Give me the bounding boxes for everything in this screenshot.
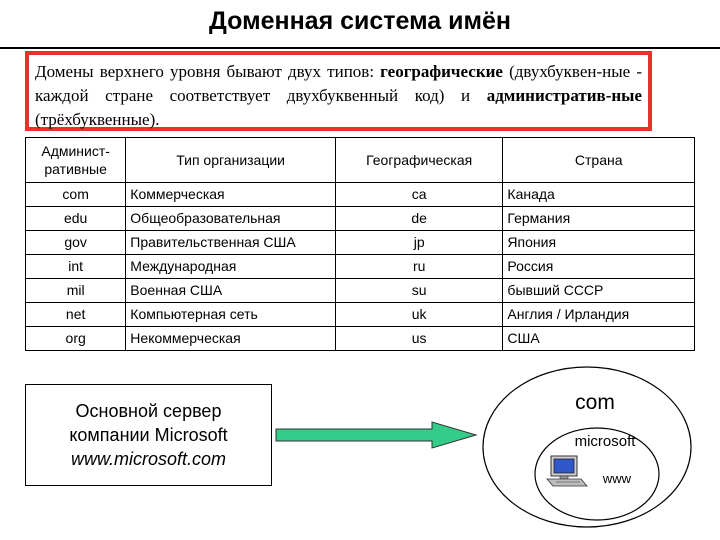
cell-type: Компьютерная сеть xyxy=(126,303,336,327)
intro-text-box xyxy=(25,51,652,131)
header-country: Страна xyxy=(503,138,695,183)
com-label: com xyxy=(575,391,615,414)
cell-geo: us xyxy=(335,327,503,351)
cell-geo: ru xyxy=(335,255,503,279)
cell-country: Япония xyxy=(503,231,695,255)
table-row xyxy=(26,207,695,231)
cell-admin: int xyxy=(26,255,126,279)
cell-admin: com xyxy=(26,183,126,207)
cell-country: США xyxy=(503,327,695,351)
header-admin: Админист-ративные xyxy=(26,138,126,183)
computer-icon xyxy=(543,455,589,489)
table-row xyxy=(26,183,695,207)
cell-type: Военная США xyxy=(126,279,336,303)
cell-type: Некоммерческая xyxy=(126,327,336,351)
cell-admin: mil xyxy=(26,279,126,303)
table-row xyxy=(26,231,695,255)
title-divider xyxy=(0,47,720,49)
intro-text-2: (двухбуквен-ные - каждой стране соответствует двухбуквенный код) и xyxy=(35,62,642,105)
cell-admin: org xyxy=(26,327,126,351)
cell-country: Германия xyxy=(503,207,695,231)
table-row xyxy=(26,255,695,279)
server-url: www.microsoft.com xyxy=(70,449,227,469)
domain-table xyxy=(25,137,695,351)
arrow-shape xyxy=(276,422,476,448)
cell-type: Коммерческая xyxy=(126,183,336,207)
cell-geo: uk xyxy=(335,303,503,327)
cell-country: бывший СССР xyxy=(503,279,695,303)
cell-geo: su xyxy=(335,279,503,303)
intro-bold-geographic: географические xyxy=(380,62,503,81)
cell-admin: net xyxy=(26,303,126,327)
intro-bold-administrative: административ-ные xyxy=(486,86,642,105)
slide-title: Доменная система имён xyxy=(209,7,511,35)
microsoft-label: microsoft xyxy=(574,433,636,450)
table-header-row xyxy=(26,138,695,183)
cell-country: Англия / Ирландия xyxy=(503,303,695,327)
intro-text-1: Домены верхнего уровня бывают двух типов: xyxy=(35,62,381,81)
server-info-box xyxy=(25,384,272,486)
table-row xyxy=(26,303,695,327)
www-label: www xyxy=(602,471,632,486)
header-type: Тип организации xyxy=(126,138,336,183)
cell-admin: edu xyxy=(26,207,126,231)
server-line-2: компании Microsoft xyxy=(69,425,228,445)
cell-admin: gov xyxy=(26,231,126,255)
table-row xyxy=(26,279,695,303)
cell-geo: de xyxy=(335,207,503,231)
cell-country: Канада xyxy=(503,183,695,207)
table-row xyxy=(26,327,695,351)
cell-type: Правительственная США xyxy=(126,231,336,255)
cell-type: Общеобразовательная xyxy=(126,207,336,231)
cell-type: Международная xyxy=(126,255,336,279)
server-line-1: Основной сервер xyxy=(75,401,222,421)
cell-country: Россия xyxy=(503,255,695,279)
right-arrow-icon xyxy=(272,420,482,450)
cell-geo: ca xyxy=(335,183,503,207)
header-geo: Географическая xyxy=(335,138,503,183)
cell-geo: jp xyxy=(335,231,503,255)
intro-text-3: (трёхбуквенные). xyxy=(35,110,160,129)
